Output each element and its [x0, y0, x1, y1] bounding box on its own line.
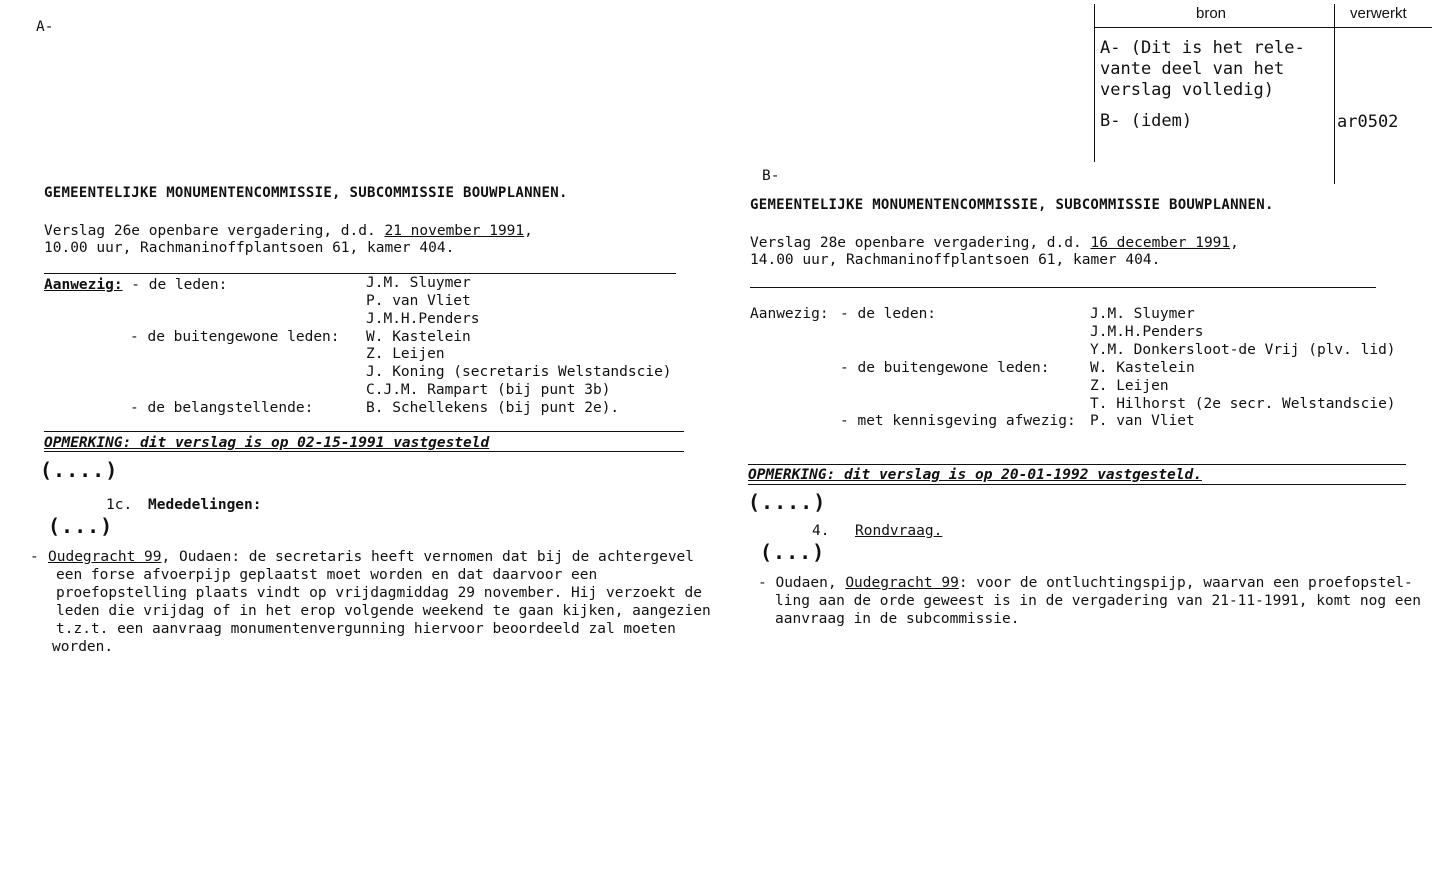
- doc-a-bullet-dash: -: [30, 549, 39, 565]
- doc-b-verslag-line2: 14.00 uur, Rachmaninoffplantsoen 61, kamer 404.: [750, 252, 1161, 268]
- doc-a-aanwezig-row: [44, 276, 227, 294]
- doc-a-rule-opmerking-bottom: [44, 451, 684, 452]
- table-header-rule: [1094, 27, 1432, 28]
- doc-a-verslag-line2: 10.00 uur, Rachmaninoffplantsoen 61, kamer 404.: [44, 240, 455, 256]
- doc-b-leden-label: - de leden:: [840, 306, 937, 322]
- doc-a-ellipsis-2: (...): [48, 514, 114, 538]
- table-col-verwerkt: verwerkt: [1350, 5, 1407, 22]
- doc-a-opmerking: OPMERKING: dit verslag is op 02-15-1991 vastgesteld: [44, 435, 490, 451]
- doc-b-name: P. van Vliet: [1090, 413, 1195, 429]
- doc-b-body-line2: ling aan de orde geweest is in de vergadering van 21-11-1991, komt nog een: [775, 593, 1422, 609]
- doc-a-item-number: 1c.: [106, 497, 133, 513]
- doc-b-opmerking: OPMERKING: dit verslag is op 20-01-1992 vastgesteld.: [748, 467, 1202, 483]
- doc-b-buitengewone-label: - de buitengewone leden:: [840, 360, 1050, 376]
- corner-mark-b: B-: [762, 168, 780, 184]
- doc-a-name: C.J.M. Rampart (bij punt 3b): [366, 382, 611, 398]
- doc-a-body-line: t.z.t. een aanvraag monumentenvergunning hiervoor beoordeeld zal moeten: [56, 621, 676, 637]
- doc-a-rule-top: [44, 273, 676, 274]
- corner-mark-a: A-: [36, 19, 54, 35]
- doc-b-body-line1: [758, 574, 1413, 592]
- doc-b-name: T. Hilhorst (2e secr. Welstandscie): [1090, 396, 1396, 412]
- table-col-bron: bron: [1196, 5, 1227, 22]
- doc-b-body-line3: aanvraag in de subcommissie.: [775, 611, 1020, 627]
- doc-b-verslag-line1: [750, 234, 1239, 252]
- doc-b-name: J.M.H.Penders: [1090, 324, 1204, 340]
- table-row2-verwerkt: ar0502: [1337, 112, 1399, 132]
- doc-b-rule-opmerking: [748, 464, 1406, 465]
- doc-a-ellipsis-1: (....): [40, 458, 119, 482]
- doc-b-rule-top: [750, 287, 1376, 288]
- doc-b-body-text: : voor de ontluchtingspijp, waarvan een proefopstel-: [958, 575, 1413, 591]
- doc-a-verslag-line1: [44, 222, 533, 240]
- doc-b-afwezig-label: - met kennisgeving afwezig:: [840, 413, 1076, 429]
- doc-a-verslag-date: 21 november 1991: [384, 223, 525, 239]
- table-row1-text: A- (Dit is het rele- vante deel van het verslag volledig): [1100, 38, 1305, 100]
- doc-b-name: J.M. Sluymer: [1090, 306, 1195, 322]
- doc-a-name: Z. Leijen: [366, 346, 445, 362]
- table-mid-border: [1334, 4, 1335, 184]
- doc-b-ellipsis-1: (....): [748, 490, 827, 514]
- doc-a-oudegracht: Oudegracht 99: [48, 549, 162, 565]
- doc-b-rule-opmerking-bottom: [748, 484, 1406, 485]
- doc-b-item-title: Rondvraag.: [855, 523, 943, 539]
- doc-a-name: J.M. Sluymer: [366, 275, 471, 291]
- doc-a-body-line: worden.: [52, 639, 114, 655]
- doc-a-name: P. van Vliet: [366, 293, 471, 309]
- doc-a-name: W. Kastelein: [366, 329, 471, 345]
- doc-b-item-number: 4.: [812, 523, 830, 539]
- doc-a-buitengewone-label: - de buitengewone leden:: [130, 329, 340, 345]
- doc-b-bullet-pre: - Oudaen,: [758, 575, 846, 591]
- doc-a-body-text: , Oudaen: de secretaris heeft vernomen dat bij de achtergevel: [161, 549, 695, 565]
- doc-a-verslag-post: ,: [524, 223, 533, 239]
- doc-a-aanwezig-label: Aanwezig:: [44, 277, 123, 293]
- doc-a-body-line: proefopstelling plaats vindt op vrijdagmiddag 29 november. Hij verzoekt de: [56, 585, 703, 601]
- doc-a-verslag-pre: Verslag 26e openbare vergadering, d.d.: [44, 223, 385, 239]
- doc-b-heading: GEMEENTELIJKE MONUMENTENCOMMISSIE, SUBCOMMISSIE BOUWPLANNEN.: [750, 197, 1274, 213]
- table-row2-text: B- (idem): [1100, 111, 1193, 131]
- doc-b-ellipsis-2: (...): [760, 540, 826, 564]
- doc-a-name: J.M.H.Penders: [366, 311, 480, 327]
- doc-b-oudegracht: Oudegracht 99: [845, 575, 959, 591]
- doc-a-rule-opmerking: [44, 431, 684, 432]
- doc-a-name: J. Koning (secretaris Welstandscie): [366, 364, 672, 380]
- doc-a-item-title: Mededelingen:: [148, 497, 262, 513]
- doc-a-name: B. Schellekens (bij punt 2e).: [366, 400, 620, 416]
- doc-a-belangstellende-label: - de belangstellende:: [130, 400, 314, 416]
- doc-a-body-line1: [48, 548, 694, 566]
- doc-b-verslag-date: 16 december 1991: [1090, 235, 1231, 251]
- doc-a-body-line: leden die vrijdag of in het erop volgende weekend te gaan kijken, aangezien: [56, 603, 711, 619]
- doc-b-verslag-pre: Verslag 28e openbare vergadering, d.d.: [750, 235, 1091, 251]
- doc-a-body-line: een forse afvoerpijp geplaatst moet worden en dat daarvoor een: [56, 567, 598, 583]
- doc-b-verslag-post: ,: [1230, 235, 1239, 251]
- doc-b-name: Z. Leijen: [1090, 378, 1169, 394]
- doc-b-aanwezig-label: Aanwezig:: [750, 306, 829, 322]
- doc-b-name: Y.M. Donkersloot-de Vrij (plv. lid): [1090, 342, 1396, 358]
- doc-b-name: W. Kastelein: [1090, 360, 1195, 376]
- doc-a-leden-label: - de leden:: [122, 277, 228, 293]
- doc-a-heading: GEMEENTELIJKE MONUMENTENCOMMISSIE, SUBCOMMISSIE BOUWPLANNEN.: [44, 185, 568, 201]
